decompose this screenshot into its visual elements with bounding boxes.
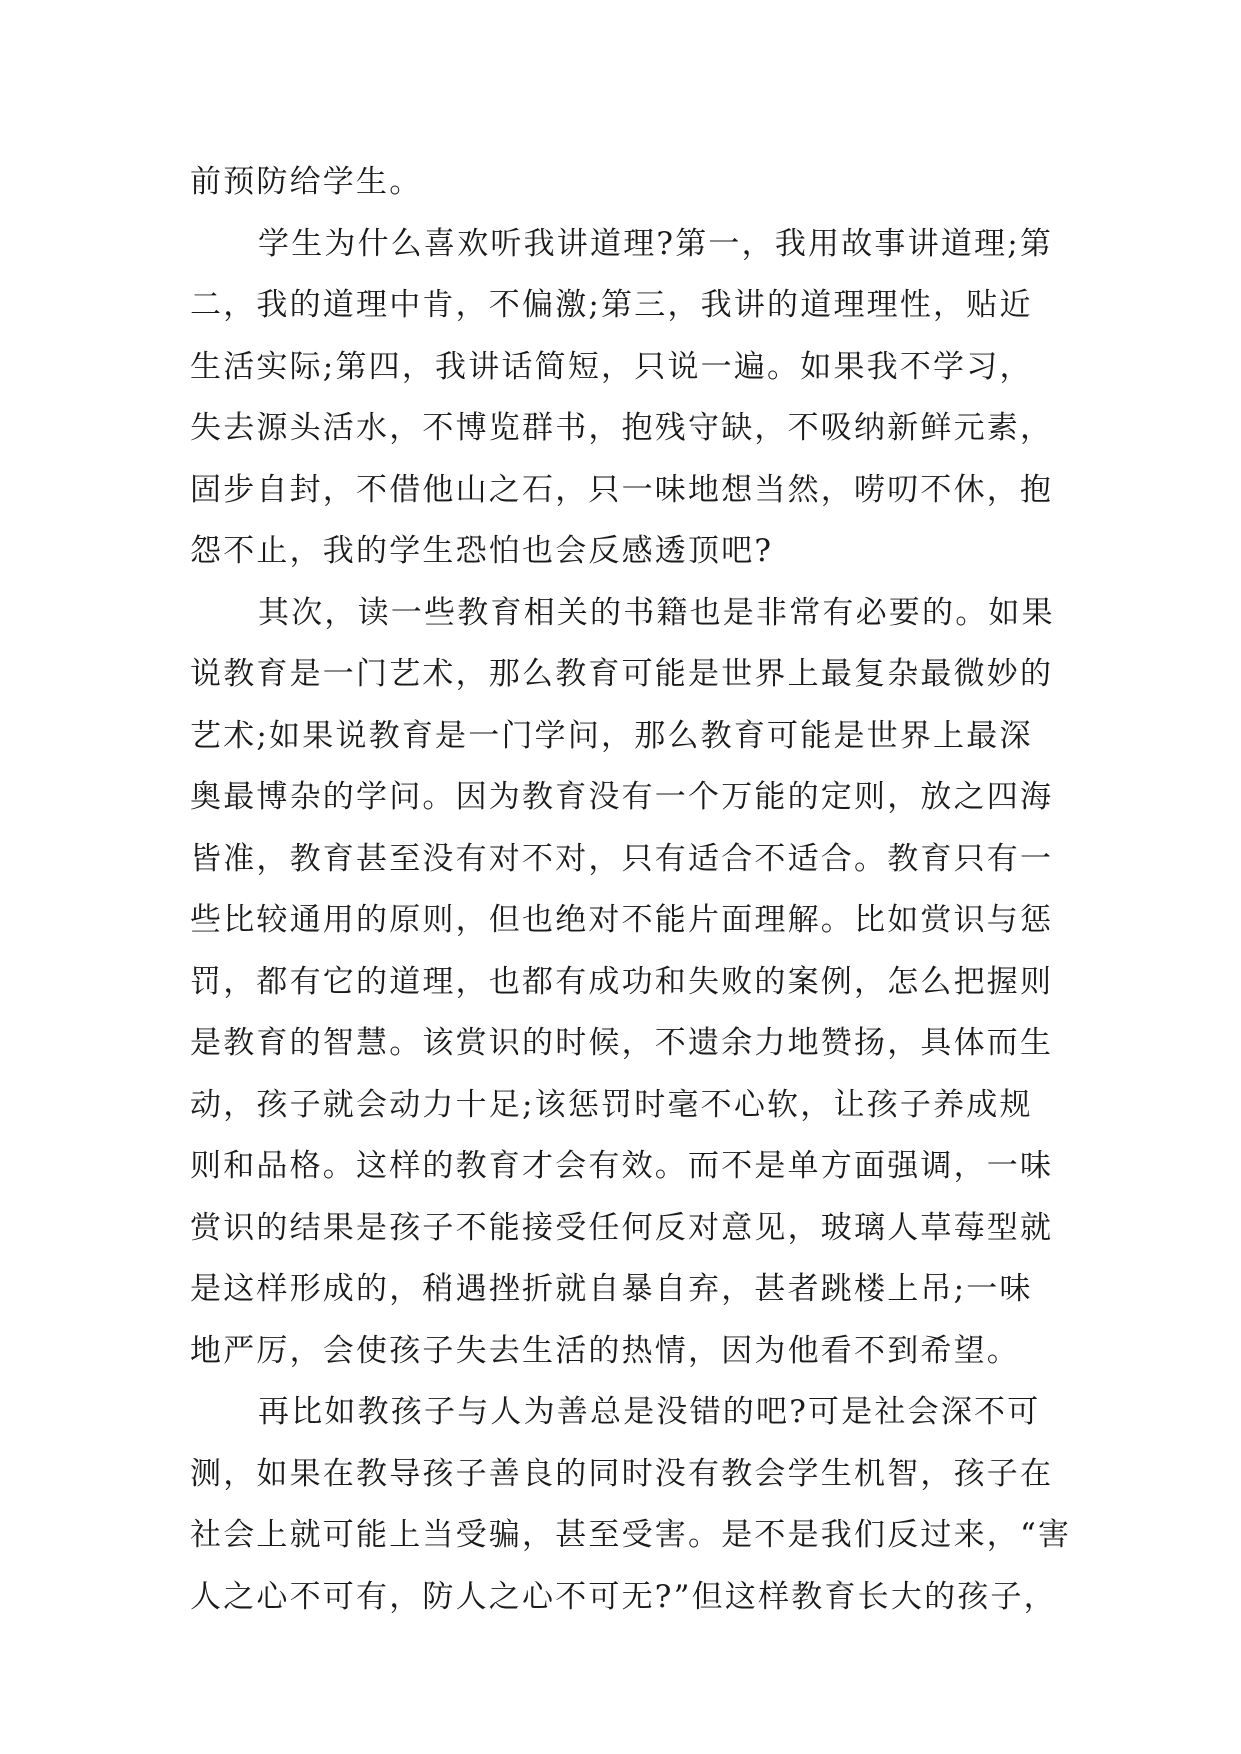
text-line-9: 说教育是一门艺术，那么教育可能是世界上最复杂最微妙的 [190,656,1054,692]
text-line-20: 地严厉，会使孩子失去生活的热情，因为他看不到希望。 [190,1332,1020,1369]
text-line-24: 人之心不可有，防人之心不可无?”但这样教育长大的孩子， [190,1578,1057,1615]
text-line-2: 学生为什么喜欢听我讲道理?第一，我用故事讲道理;第 [258,225,1054,262]
text-line-19: 是这样形成的，稍遇挫折就自暴自弃，甚者跳楼上吊;一味 [190,1271,1033,1307]
text-line-7: 怨不止，我的学生恐怕也会反感透顶吧? [190,533,774,569]
text-line-13: 些比较通用的原则，但也绝对不能片面理解。比如赏识与惩 [190,902,1054,938]
text-line-16: 动，孩子就会动力十足;该惩罚时毫不心软，让孩子养成规 [190,1086,1033,1123]
text-line-8: 其次，读一些教育相关的书籍也是非常有必要的。如果 [258,594,1055,631]
text-line-6: 固步自封，不借他山之石，只一味地想当然，唠叨不休，抱 [190,471,1054,508]
text-line-18: 赏识的结果是孩子不能接受任何反对意见，玻璃人草莓型就 [190,1209,1054,1246]
text-line-15: 是教育的智慧。该赏识的时候，不遗余力地赞扬，具体而生 [190,1025,1054,1061]
text-line-17: 则和品格。这样的教育才会有效。而不是单方面强调，一味 [190,1148,1054,1184]
text-line-10: 艺术;如果说教育是一门学问，那么教育可能是世界上最深 [190,717,1033,754]
text-line-12: 皆准，教育甚至没有对不对，只有适合不适合。教育只有一 [190,840,1054,877]
body-text [190,152,1070,1628]
text-line-11: 奥最博杂的学问。因为教育没有一个万能的定则，放之四海 [190,779,1054,815]
text-line-5: 失去源头活水，不博览群书，抱残守缺，不吸纳新鲜元素， [190,410,1054,446]
text-line-23: 社会上就可能上当受骗，甚至受害。是不是我们反过来，“害 [190,1517,1072,1553]
text-line-4: 生活实际;第四，我讲话简短，只说一遍。如果我不学习， [190,348,1033,385]
text-line-3: 二，我的道理中肯，不偏激;第三，我讲的道理理性，贴近 [190,287,1033,323]
text-line-21: 再比如教孩子与人为善总是没错的吧?可是社会深不可 [258,1394,1041,1430]
text-line-14: 罚，都有它的道理，也都有成功和失败的案例，怎么把握则 [190,963,1054,1000]
text-line-1: 前预防给学生。 [190,164,423,200]
text-line-22: 测，如果在教导孩子善良的同时没有教会学生机智，孩子在 [190,1455,1054,1492]
